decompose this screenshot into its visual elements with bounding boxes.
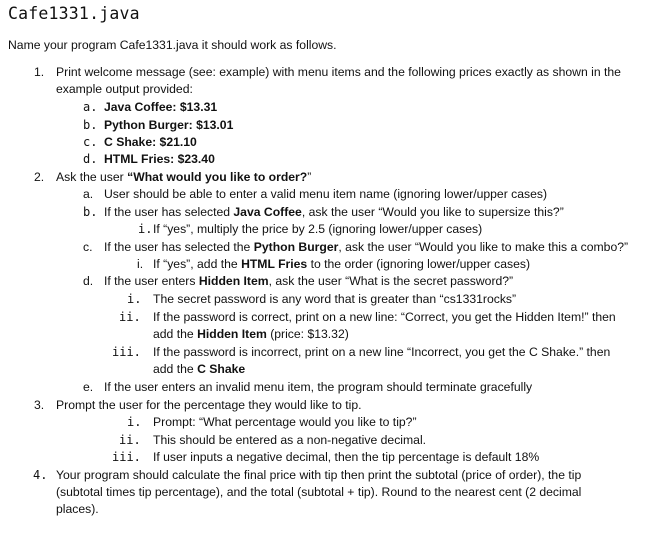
intro-text: Name your program Cafe1331.java it should work as follows. xyxy=(8,38,337,52)
menu-item-html-fries: HTML Fries: $23.40 xyxy=(104,152,215,166)
item2d-ii-marker: ii. xyxy=(119,310,141,324)
page-title: Cafe1331.java xyxy=(8,4,140,23)
item2b-marker: b. xyxy=(83,205,98,219)
item3-i-text: Prompt: “What percentage would you like to tip?” xyxy=(153,415,417,429)
item2b-text: If the user has selected Java Coffee, ask the user “Would you like to supersize this?” xyxy=(104,205,564,219)
item4-text-line1: Your program should calculate the final price with tip then print the subtotal (price of order), the tip xyxy=(56,468,582,482)
item3-iii-marker: iii. xyxy=(112,450,141,464)
item3-i-marker: i. xyxy=(127,415,142,429)
menu-item-python-burger: Python Burger: $13.01 xyxy=(104,118,234,132)
menu-item-java-coffee: Java Coffee: $13.31 xyxy=(104,100,218,114)
item2d-ii-text-line1: If the password is correct, print on a new line: “Correct, you get the Hidden Item!” then xyxy=(153,310,616,324)
item3-marker: 3. xyxy=(34,398,45,412)
item2c-marker: c. xyxy=(83,240,93,254)
item2a-marker: a. xyxy=(83,187,94,201)
item2c-i-marker: i. xyxy=(137,257,144,271)
item3-ii-marker: ii. xyxy=(119,433,141,447)
item4-text-line2: (subtotal times tip percentage), and the total (subtotal + tip). Round to the nearest cent (2 decimal xyxy=(56,485,582,499)
item2-text: Ask the user “What would you like to order?” xyxy=(56,170,312,184)
item2d-i-marker: i. xyxy=(127,292,142,306)
item2e-text: If the user enters an invalid menu item, the program should terminate gracefully xyxy=(104,380,533,394)
menu-item-c-shake: C Shake: $21.10 xyxy=(104,135,197,149)
item2d-text: If the user enters Hidden Item, ask the user “What is the secret password?” xyxy=(104,274,514,288)
item2c-i-text: If “yes”, add the HTML Fries to the order (ignoring lower/upper cases) xyxy=(153,257,531,271)
item4-text-line3: places). xyxy=(56,502,99,516)
item2e-marker: e. xyxy=(83,380,94,394)
item2-marker: 2. xyxy=(34,170,45,184)
item2c-text: If the user has selected the Python Burger, ask the user “Would you like to make this a combo?” xyxy=(104,240,629,254)
menu-item-marker: b. xyxy=(83,118,98,132)
item1-text-line2: example output provided: xyxy=(56,82,193,96)
item1-marker: 1. xyxy=(34,65,45,79)
menu-item-marker: a. xyxy=(83,100,98,114)
item2d-marker: d. xyxy=(83,274,94,288)
item2d-iii-text-line1: If the password is incorrect, print on a new line “Incorrect, you get the C Shake.” then xyxy=(153,345,611,359)
item2d-ii-text-line2: add the Hidden Item (price: $13.32) xyxy=(153,327,349,341)
item3-iii-text: If user inputs a negative decimal, then the tip percentage is default 18% xyxy=(153,450,540,464)
item2d-iii-text-line2: add the C Shake xyxy=(153,362,246,376)
item2a-text: User should be able to enter a valid menu item name (ignoring lower/upper cases) xyxy=(104,187,548,201)
item2d-iii-marker: iii. xyxy=(112,345,141,359)
item3-text: Prompt the user for the percentage they would like to tip. xyxy=(56,398,362,412)
item2b-i-text: If “yes”, multiply the price by 2.5 (ignoring lower/upper cases) xyxy=(153,222,483,236)
item1-text-line1: Print welcome message (see: example) with menu items and the following prices exactly as shown in the xyxy=(56,65,621,79)
item4-marker: 4. xyxy=(33,468,48,482)
item3-ii-text: This should be entered as a non-negative decimal. xyxy=(153,433,427,447)
menu-item-marker: c. xyxy=(83,135,98,149)
item2b-i-marker: i. xyxy=(138,222,153,236)
item2d-i-text: The secret password is any word that is greater than “cs1331rocks” xyxy=(153,292,517,306)
menu-item-marker: d. xyxy=(83,152,98,166)
